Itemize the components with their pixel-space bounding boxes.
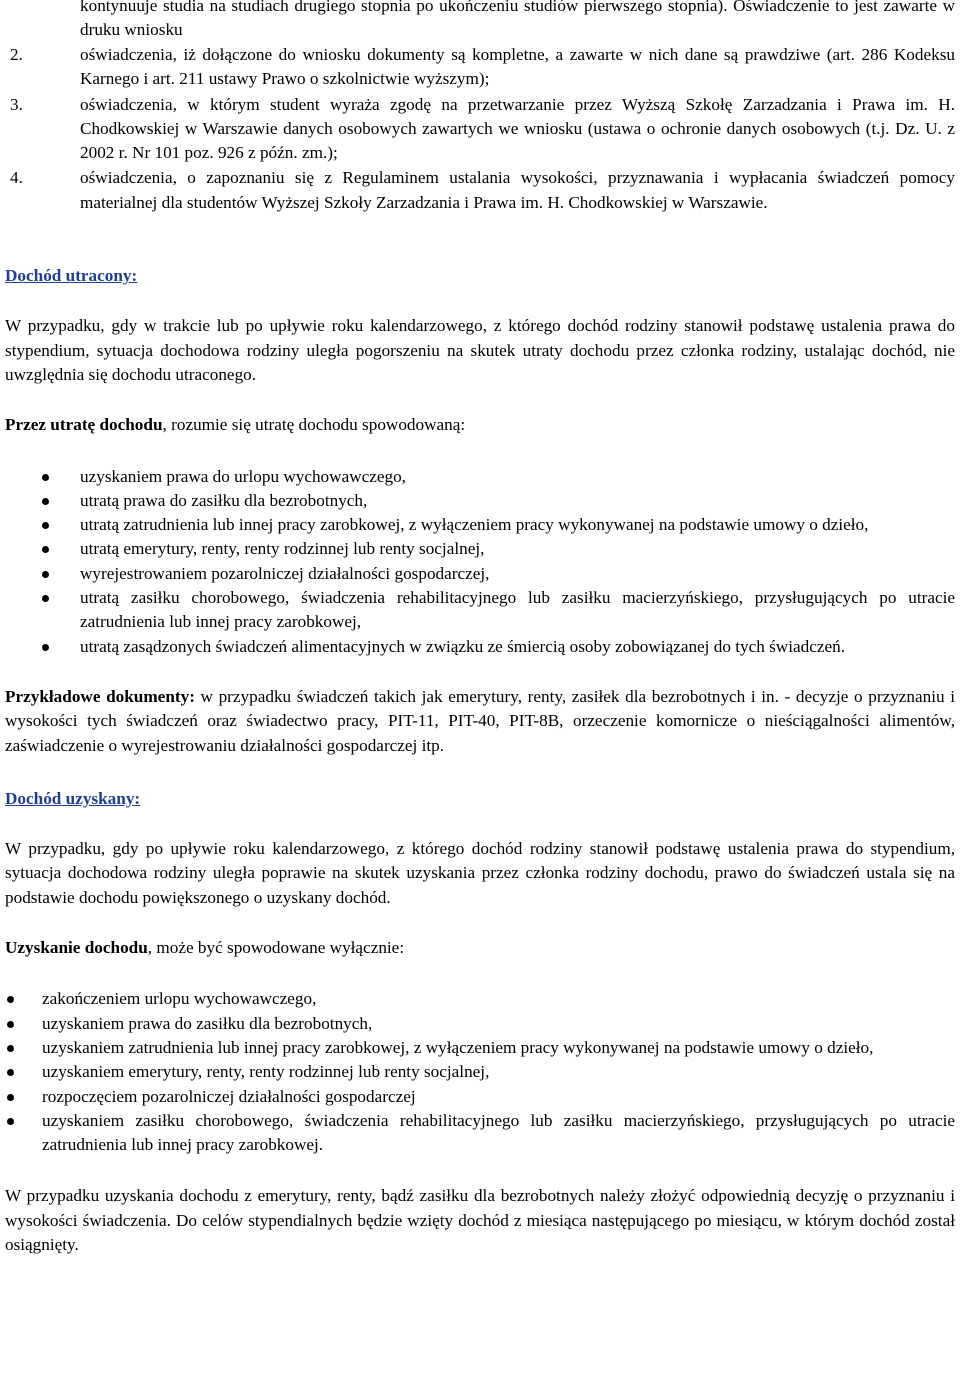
list-item <box>5 987 955 1011</box>
list-item <box>5 1085 955 1109</box>
examples-rest: w przypadku świadczeń takich jak emerytury, renty, zasiłek dla bezrobotnych i in. - decyzje o przyznaniu i wysokości tych świadczeń oraz świadectwo pracy, PIT-11, PIT-40, PIT-8B, orzeczenie komornicze o nieściągalności alimentów, zaświadczenie o wyrejestrowaniu działalności gospodarczej itp. <box>5 686 955 755</box>
document-page <box>5 0 955 1257</box>
list-item-text: utratą emerytury, renty, renty rodzinnej lub renty socjalnej, <box>80 539 485 559</box>
list-item-text: uzyskaniem zasiłku chorobowego, świadczenia rehabilitacyjnego lub zasiłku macierzyńskiego, przysługujących po utracie zatrudnienia lub innej pracy zarobkowej. <box>42 1110 955 1155</box>
list-item <box>5 586 955 635</box>
list-item <box>5 635 955 659</box>
lost-intro-paragraph: W przypadku, gdy w trakcie lub po upływie roku kalendarzowego, z którego dochód rodziny stanowił podstawę ustalenia prawa do stypendium, sytuacja dochodowa rodziny uległa pogorszeniu na skutek utraty dochodu przez członka rodziny, ustalając dochód, nie uwzględnia się dochodu utraconego. <box>5 316 955 384</box>
gained-definition <box>5 936 955 960</box>
examples-paragraph <box>5 685 955 758</box>
list-item-text: rozpoczęciem pozarolniczej działalności gospodarczej <box>42 1086 416 1106</box>
list-item <box>5 1012 955 1036</box>
gained-income-list <box>5 987 955 1157</box>
list-item-text: wyrejestrowaniem pozarolniczej działalności gospodarczej, <box>80 563 490 583</box>
bullet-icon <box>42 644 49 651</box>
bullet-icon <box>42 546 49 553</box>
list-item-number: 2. <box>10 45 23 64</box>
lost-income-list <box>5 465 955 659</box>
list-item <box>5 43 955 92</box>
list-item <box>5 93 955 166</box>
bullet-icon <box>42 522 49 529</box>
list-item-number: 3. <box>10 94 23 114</box>
bullet-icon <box>42 498 49 505</box>
list-item <box>5 166 955 215</box>
list-item <box>5 513 955 537</box>
list-item <box>5 1060 955 1084</box>
list-item-text: oświadczenia, iż dołączone do wniosku dokumenty są kompletne, a zawarte w nich dane są prawdziwe (art. 286 Kodeksu Karnego i art. 211 ustawy Prawo o szkolnictwie wyższym); <box>80 45 955 89</box>
list-item-text: oświadczenia, w którym student wyraża zgodę na przetwarzanie przez Wyższą Szkołę Zarzadzania i Prawa im. H. Chodkowskiej w Warszawie danych osobowych zawartych we wniosku (ustawa o ochronie danych osobowych (t.j. Dz. U. z 2002 r. Nr 101 poz. 926 z późn. zm.); <box>80 94 955 163</box>
list-item <box>5 537 955 561</box>
closing-paragraph: W przypadku uzyskania dochodu z emerytury, renty, bądź zasiłku dla bezrobotnych należy złożyć odpowiednią decyzję o przyznaniu i wysokości świadczenia. Do celów stypendialnych będzie wzięty dochód z miesiąca następującego po miesiącu, w którym dochód został osiągnięty. <box>5 1186 955 1254</box>
list-item <box>5 1109 955 1158</box>
bullet-icon <box>42 474 49 481</box>
list-item-text: utratą zasiłku chorobowego, świadczenia rehabilitacyjnego lub zasiłku macierzyńskiego, przysługujących po utracie zatrudnienia lub innej pracy zarobkowej, <box>80 588 955 632</box>
list-item <box>5 489 955 513</box>
section-heading-lost: Dochód utracony: <box>5 266 138 286</box>
bullet-icon <box>42 595 49 602</box>
section-heading-gained: Dochód uzyskany: <box>5 788 141 808</box>
bullet-icon <box>7 1069 14 1076</box>
list-item-text: utratą prawa do zasiłku dla bezrobotnych, <box>80 490 368 510</box>
lost-definition-bold: Przez utratę dochodu <box>5 415 163 435</box>
gained-definition-bold: Uzyskanie dochodu <box>5 938 148 958</box>
bullet-icon <box>7 1118 14 1125</box>
list-item <box>5 1036 955 1060</box>
bullet-icon <box>7 1094 14 1101</box>
list-item-text: oświadczenia, o zapoznaniu się z Regulaminem ustalania wysokości, przyznawania i wypłacania świadczeń pomocy materialnej dla studentów Wyższej Szkoły Zarzadzania i Prawa im. H. Chodkowskiej w Warszawie. <box>80 168 955 212</box>
requirements-list <box>5 0 955 215</box>
lost-definition-rest: , rozumie się utratę dochodu spowodowaną: <box>162 415 466 435</box>
list-item <box>5 465 955 489</box>
list-item-text: uzyskaniem prawa do zasiłku dla bezrobotnych, <box>42 1013 373 1033</box>
list-item-text: utratą zasądzonych świadczeń alimentacyjnych w związku ze śmiercią osoby zobowiązanej do tych świadczeń. <box>80 636 845 656</box>
gained-definition-rest: , może być spowodowane wyłącznie: <box>147 938 405 958</box>
list-item-text: uzyskaniem emerytury, renty, renty rodzinnej lub renty socjalnej, <box>42 1062 490 1082</box>
list-item-text: uzyskaniem prawa do urlopu wychowawczego, <box>80 466 406 486</box>
list-item-text: uzyskaniem zatrudnienia lub innej pracy zarobkowej, z wyłączeniem pracy wykonywanej na podstawie umowy o dzieło, <box>42 1037 874 1057</box>
bullet-icon <box>7 1045 14 1052</box>
lost-definition <box>5 413 955 437</box>
list-item-text: kontynuuje studia na studiach drugiego stopnia po ukończeniu studiów pierwszego stopnia). Oświadczenie to jest zawarte w druku wniosku <box>80 0 955 40</box>
list-item <box>5 562 955 586</box>
gained-intro-paragraph: W przypadku, gdy po upływie roku kalendarzowego, z którego dochód rodziny stanowił podstawę ustalenia prawa do stypendium, sytuacja dochodowa rodziny uległa poprawie na skutek uzyskania przez członka rodziny dochodu, prawo do świadczeń ustala się na podstawie dochodu powiększonego o uzyskany dochód. <box>5 839 955 907</box>
examples-bold: Przykładowe dokumenty: <box>5 686 195 706</box>
list-item <box>5 0 955 42</box>
bullet-icon <box>7 1021 14 1028</box>
bullet-icon <box>42 571 49 578</box>
bullet-icon <box>7 996 14 1003</box>
list-item-text: utratą zatrudnienia lub innej pracy zarobkowej, z wyłączeniem pracy wykonywanej na podstawie umowy o dzieło, <box>80 515 869 535</box>
list-item-text: zakończeniem urlopu wychowawczego, <box>42 989 317 1009</box>
list-item-number: 4. <box>10 168 23 188</box>
